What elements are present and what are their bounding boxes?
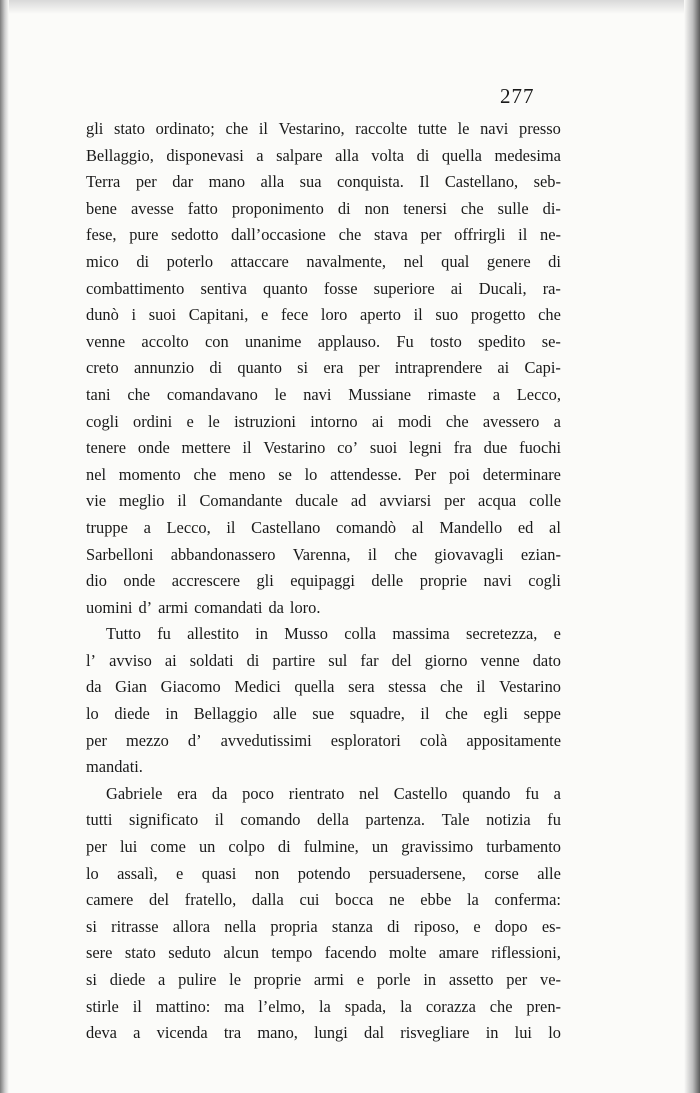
text-line: creto annunzio di quanto si era per intraprendere ai Capi- xyxy=(86,358,561,378)
text-line: l’ avviso ai soldati di partire sul far del giorno venne dato xyxy=(86,650,561,670)
text-line: combattimento sentiva quanto fosse superiore ai Ducali, ra- xyxy=(86,278,561,298)
text-line: Sarbelloni abbandonassero Varenna, il che giovavagli ezian- xyxy=(86,544,561,564)
text-line: si ritrasse allora nella propria stanza di riposo, e dopo es- xyxy=(86,916,561,936)
text-line: vie meglio il Comandante ducale ad avviarsi per acqua colle xyxy=(86,491,561,511)
text-line: lo diede in Bellaggio alle sue squadre, il che egli seppe xyxy=(86,704,561,724)
text-line: si diede a pulire le proprie armi e porle in assetto per ve- xyxy=(86,970,561,989)
text-line: sere stato seduto alcun tempo facendo molte amare riflessioni, xyxy=(86,943,561,963)
page-number: 277 xyxy=(500,84,535,108)
page-right-edge xyxy=(684,0,700,1093)
text-line: Tutto fu allestito in Musso colla massima secretezza, e xyxy=(106,624,561,644)
text-line: Bellaggio, disponevasi a salpare alla volta di quella medesima xyxy=(86,145,561,165)
text-line: nel momento che meno se lo attendesse. Per poi determinare xyxy=(86,464,561,484)
text-line: lo assalì, e quasi non potendo persuadersene, corse alle xyxy=(86,863,561,883)
text-line: tutti significato il comando della partenza. Tale notizia fu xyxy=(86,810,561,830)
text-line: per lui come un colpo di fulmine, un gravissimo turbamento xyxy=(86,837,561,857)
text-line: uomini d’ armi comandati da loro. xyxy=(86,597,321,617)
text-line: mandati. xyxy=(86,757,143,777)
text-line: gli stato ordinato; che il Vestarino, raccolte tutte le navi presso xyxy=(86,119,561,138)
text-line: tani che comandavano le navi Mussiane rimaste a Lecco, xyxy=(86,384,561,404)
text-line: tenere onde mettere il Vestarino co’ suoi legni fra due fuochi xyxy=(86,438,561,458)
text-line: bene avesse fatto proponimento di non tenersi che sulle di- xyxy=(86,198,561,218)
text-line: Gabriele era da poco rientrato nel Castello quando fu a xyxy=(106,783,561,803)
text-line: stirle il mattino: ma l’elmo, la spada, la corazza che pren- xyxy=(86,996,561,1016)
text-line: camere del fratello, dalla cui bocca ne ebbe la conferma: xyxy=(86,890,561,910)
text-line: per mezzo d’ avvedutissimi esploratori colà appositamente xyxy=(86,730,561,750)
text-line: deva a vicenda tra mano, lungi dal risvegliare in lui lo xyxy=(86,1023,561,1043)
page-top-shadow xyxy=(0,0,700,14)
text-line: venne accolto con unanime applauso. Fu tosto spedito se- xyxy=(86,331,561,351)
text-line: dio onde accrescere gli equipaggi delle proprie navi cogli xyxy=(86,571,561,591)
page-left-edge xyxy=(0,0,9,1093)
text-line: Terra per dar mano alla sua conquista. Il Castellano, seb- xyxy=(86,172,561,192)
text-line: fese, pure sedotto dall’occasione che stava per offrirgli il ne- xyxy=(86,225,561,245)
text-line: mico di poterlo attaccare navalmente, nel qual genere di xyxy=(86,251,561,271)
body-text xyxy=(86,116,561,1047)
text-line: truppe a Lecco, il Castellano comandò al Mandello ed al xyxy=(86,517,561,537)
text-line: dunò i suoi Capitani, e fece loro aperto il suo progetto che xyxy=(86,305,561,325)
text-line: cogli ordini e le istruzioni intorno ai modi che avessero a xyxy=(86,411,561,431)
text-line: da Gian Giacomo Medici quella sera stessa che il Vestarino xyxy=(86,677,561,697)
